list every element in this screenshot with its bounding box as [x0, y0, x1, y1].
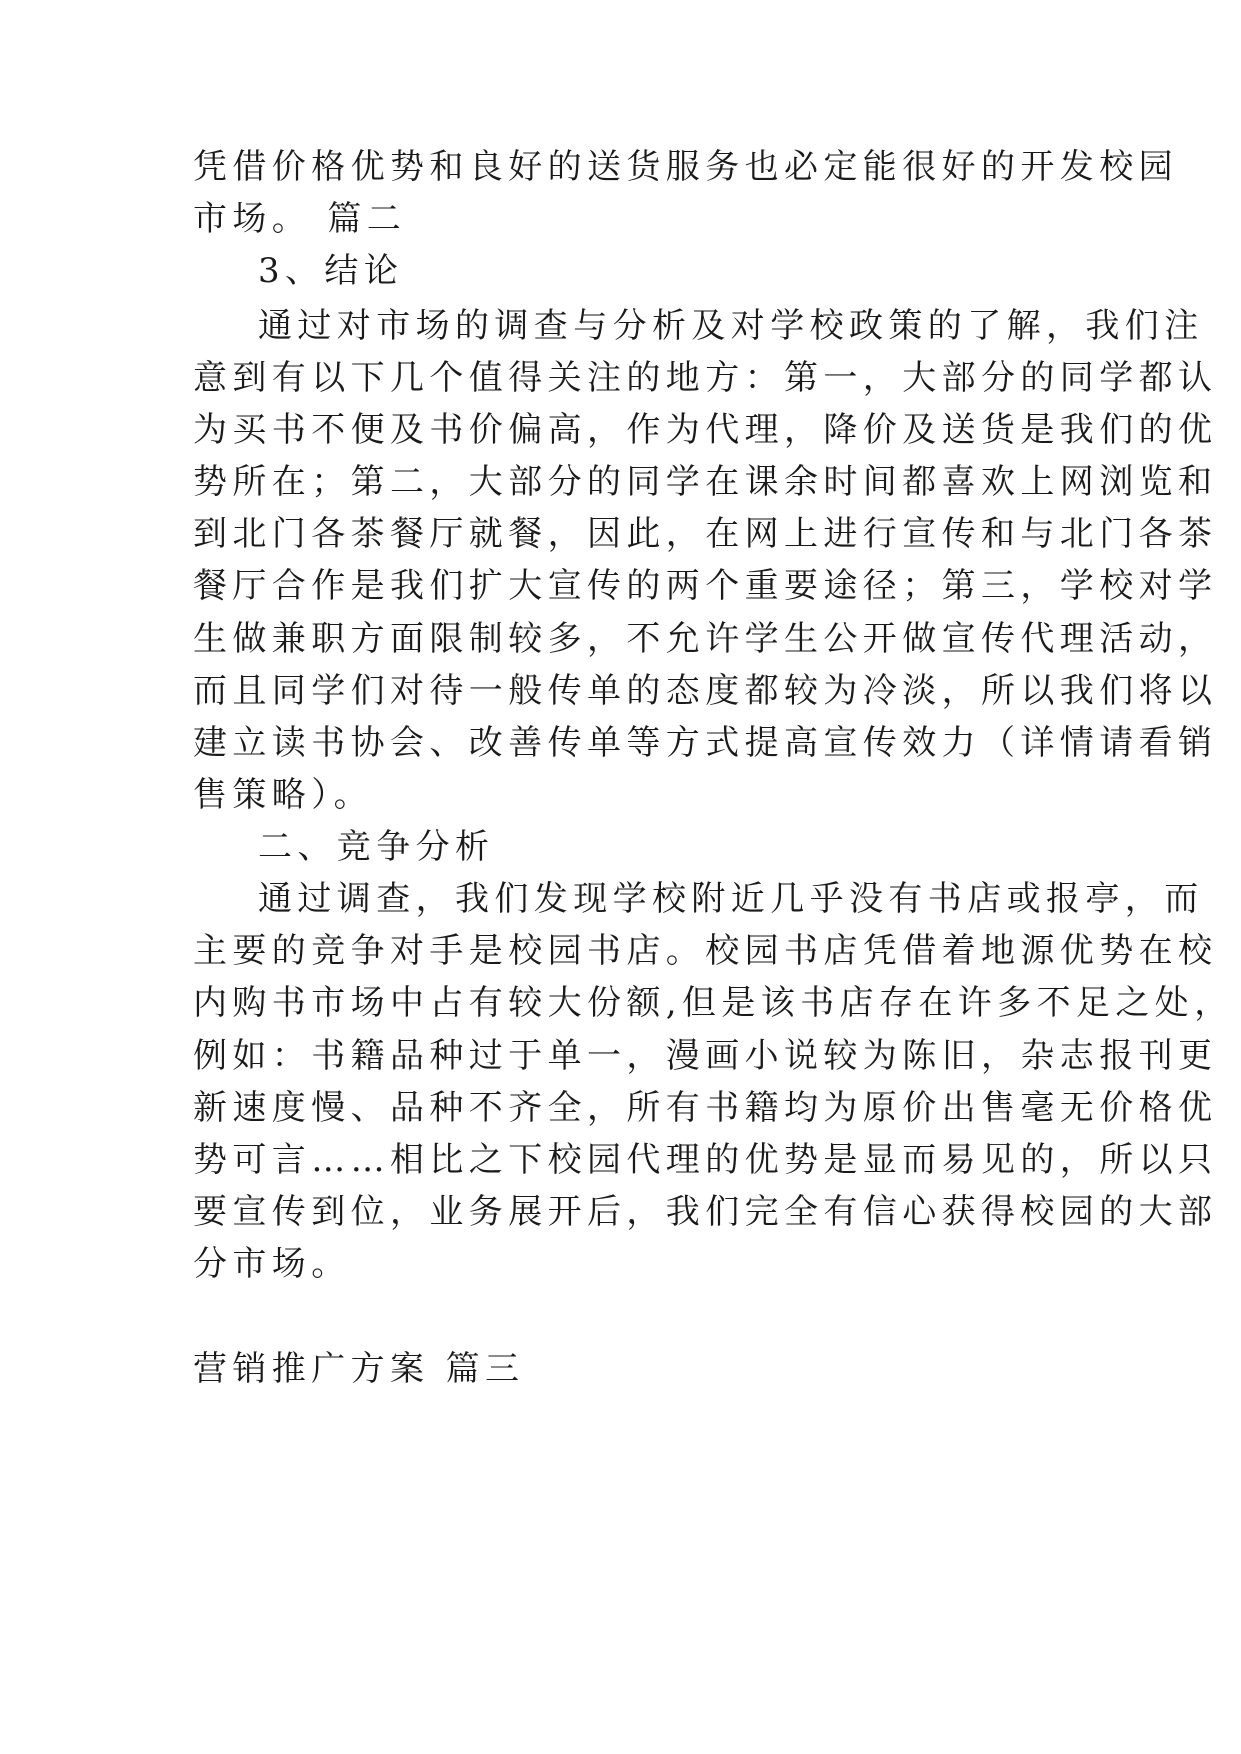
paragraph-line: 主要的竞争对手是校园书店。校园书店凭借着地源优势在校: [193, 931, 1218, 971]
paragraph-line: 到北门各茶餐厅就餐，因此，在网上进行宣传和与北门各茶: [193, 514, 1218, 554]
paragraph-line: 通过对市场的调查与分析及对学校政策的了解，我们注: [258, 306, 1204, 346]
paragraph-line: 市场。 篇二: [193, 199, 407, 239]
section-heading-competition: 二、竞争分析: [258, 827, 495, 867]
paragraph-line: 餐厅合作是我们扩大宣传的两个重要途径；第三，学校对学: [193, 566, 1218, 606]
paragraph-line: 势可言……相比之下校园代理的优势是显而易见的，所以只: [193, 1140, 1218, 1180]
paragraph-line: 通过调查，我们发现学校附近几乎没有书店或报亭，而: [258, 879, 1204, 919]
paragraph-line: 而且同学们对待一般传单的态度都较为冷淡，所以我们将以: [193, 671, 1218, 711]
paragraph-line: 分市场。: [193, 1244, 351, 1284]
paragraph-line: 凭借价格优势和良好的送货服务也必定能很好的开发校园: [193, 147, 1178, 187]
paragraph-line: 售策略）。: [193, 775, 373, 815]
paragraph-line: 建立读书协会、改善传单等方式提高宣传效力（详情请看销: [193, 723, 1218, 763]
paragraph-line: 例如：书籍品种过于单一，漫画小说较为陈旧，杂志报刊更: [193, 1036, 1218, 1076]
paragraph-line: 新速度慢、品种不齐全，所有书籍均为原价出售毫无价格优: [193, 1088, 1218, 1128]
section-heading-conclusion: 3、结论: [258, 251, 404, 291]
paragraph-line: 意到有以下几个值得关注的地方：第一，大部分的同学都认: [193, 358, 1218, 398]
paragraph-line: 要宣传到位，业务展开后，我们完全有信心获得校园的大部: [193, 1192, 1218, 1232]
paragraph-line: 为买书不便及书价偏高，作为代理，降价及送货是我们的优: [193, 410, 1218, 450]
paragraph-line: 势所在；第二，大部分的同学在课余时间都喜欢上网浏览和: [193, 462, 1218, 502]
paragraph-line: 内购书市场中占有较大份额,但是该书店存在许多不足之处，: [193, 983, 1234, 1023]
paragraph-line: 生做兼职方面限制较多，不允许学生公开做宣传代理活动，: [193, 619, 1218, 659]
section-title: 营销推广方案 篇三: [193, 1349, 525, 1389]
